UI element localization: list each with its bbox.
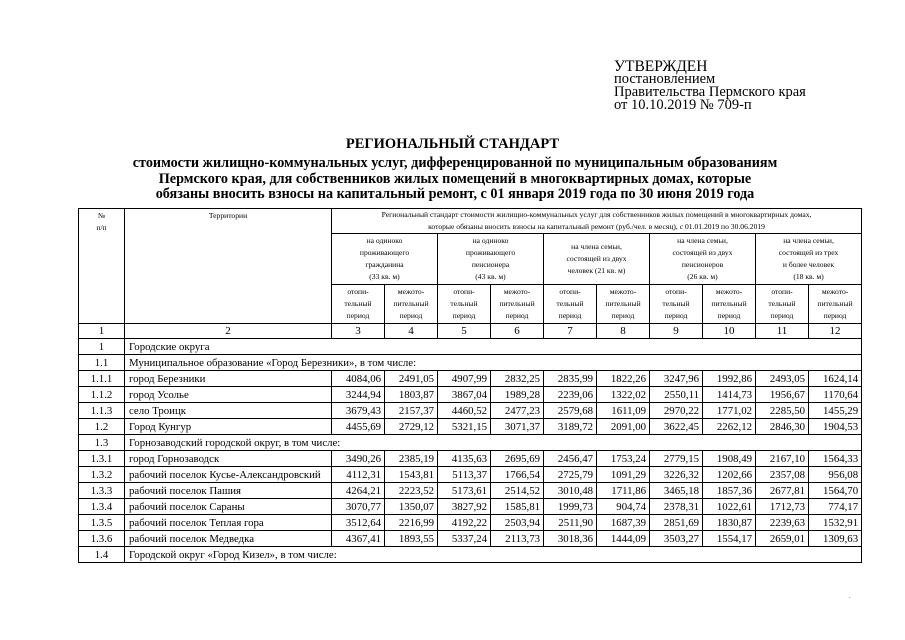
- cost-value: 1202,66: [703, 467, 756, 483]
- cost-value: 2677,81: [756, 483, 809, 499]
- cost-value: 4367,41: [332, 531, 385, 547]
- table-row: [79, 451, 862, 467]
- row-number: 1.3.3: [79, 483, 125, 499]
- header-interheat-period: межото- пительный период: [809, 285, 862, 324]
- cost-value: 1543,81: [385, 467, 438, 483]
- cost-value: 1904,53: [809, 419, 862, 435]
- header-number: № п/п: [79, 209, 125, 324]
- cost-value: 904,74: [597, 499, 650, 515]
- cost-value: 2970,22: [650, 403, 703, 419]
- column-number: 10: [703, 324, 756, 339]
- header-heat-period: отопи- тельный период: [438, 285, 491, 324]
- cost-value: 1532,91: [809, 515, 862, 531]
- table-row: [79, 499, 862, 515]
- cost-value: 5337,24: [438, 531, 491, 547]
- cost-value: 5321,15: [438, 419, 491, 435]
- header-group: на одиноко проживающего пенсионера (43 кв. м): [438, 234, 544, 285]
- header-heat-period: отопи- тельный период: [332, 285, 385, 324]
- cost-value: 2262,12: [703, 419, 756, 435]
- cost-value: 2239,63: [756, 515, 809, 531]
- cost-value: 2579,68: [544, 403, 597, 419]
- table-row: [79, 483, 862, 499]
- cost-value: 1908,49: [703, 451, 756, 467]
- cost-value: 2113,73: [491, 531, 544, 547]
- row-number: 1.3: [79, 435, 125, 451]
- column-number: 11: [756, 324, 809, 339]
- cost-value: 1309,63: [809, 531, 862, 547]
- table-row: [79, 531, 862, 547]
- cost-value: 2659,01: [756, 531, 809, 547]
- territory-name: рабочий поселок Сараны: [125, 499, 332, 515]
- cost-value: 1554,17: [703, 531, 756, 547]
- row-number: 1.2: [79, 419, 125, 435]
- cost-value: 1857,36: [703, 483, 756, 499]
- cost-value: 3018,36: [544, 531, 597, 547]
- cost-value: 3010,48: [544, 483, 597, 499]
- cost-value: 3465,18: [650, 483, 703, 499]
- cost-value: 1803,87: [385, 387, 438, 403]
- cost-value: 2223,52: [385, 483, 438, 499]
- cost-value: 2216,99: [385, 515, 438, 531]
- header-territory: Территории: [125, 209, 332, 324]
- cost-value: 1414,73: [703, 387, 756, 403]
- cost-value: 2725,79: [544, 467, 597, 483]
- cost-value: 1350,07: [385, 499, 438, 515]
- cost-value: 4455,69: [332, 419, 385, 435]
- cost-value: 956,08: [809, 467, 862, 483]
- territory-name: город Горнозаводск: [125, 451, 332, 467]
- territory-name: рабочий поселок Кусье-Александровский: [125, 467, 332, 483]
- cost-value: 3827,92: [438, 499, 491, 515]
- cost-value: 5113,37: [438, 467, 491, 483]
- column-number: 7: [544, 324, 597, 339]
- cost-value: 1624,14: [809, 371, 862, 387]
- cost-value: 2477,23: [491, 403, 544, 419]
- column-number: 9: [650, 324, 703, 339]
- header-standard: Региональный стандарт стоимости жилищно-коммунальных услуг для собственников жилых помещений в многоквартирных домах, которые обязаны вносить взносы на капитальный ремонт (руб./чел. в месяц), с 01.01.2019 по 30.06.2019: [332, 209, 862, 234]
- standard-cost-table: [78, 208, 862, 563]
- column-number: 2: [125, 324, 332, 339]
- cost-value: 3244,94: [332, 387, 385, 403]
- cost-value: 2514,52: [491, 483, 544, 499]
- cost-value: 4907,99: [438, 371, 491, 387]
- cost-value: 3070,77: [332, 499, 385, 515]
- cost-value: 1687,39: [597, 515, 650, 531]
- cost-value: 1564,33: [809, 451, 862, 467]
- column-number: 12: [809, 324, 862, 339]
- cost-value: 3226,32: [650, 467, 703, 483]
- cost-value: 1771,02: [703, 403, 756, 419]
- cost-value: 1766,54: [491, 467, 544, 483]
- row-number: 1.3.5: [79, 515, 125, 531]
- approval-title: УТВЕРЖДЕН: [614, 58, 708, 75]
- cost-value: 1170,64: [809, 387, 862, 403]
- cost-value: 4135,63: [438, 451, 491, 467]
- section-name: Городские округа: [125, 339, 862, 355]
- approval-date: от 10.10.2019 № 709-п: [614, 97, 752, 113]
- cost-value: 2456,47: [544, 451, 597, 467]
- document-subtitle: [60, 156, 850, 203]
- cost-value: 1091,29: [597, 467, 650, 483]
- cost-value: 2835,99: [544, 371, 597, 387]
- subtitle-line: стоимости жилищно-коммунальных услуг, дифференцированной по муниципальным образованиям: [132, 155, 778, 171]
- header-group: на члена семьи, состоящей из трех и более человек (18 кв. м): [756, 234, 862, 285]
- cost-value: 1322,02: [597, 387, 650, 403]
- header-interheat-period: межото- пительный период: [703, 285, 756, 324]
- cost-value: 2511,90: [544, 515, 597, 531]
- territory-name: город Усолье: [125, 387, 332, 403]
- row-number: 1.1.1: [79, 371, 125, 387]
- cost-value: 2491,05: [385, 371, 438, 387]
- cost-value: 4460,52: [438, 403, 491, 419]
- table-row: [79, 435, 862, 451]
- cost-value: 2503,94: [491, 515, 544, 531]
- approval-line: постановлением: [614, 71, 716, 87]
- cost-value: 1444,09: [597, 531, 650, 547]
- territory-name: рабочий поселок Теплая гора: [125, 515, 332, 531]
- row-number: 1.4: [79, 547, 125, 563]
- cost-value: 3622,45: [650, 419, 703, 435]
- table-row: [79, 339, 862, 355]
- column-number: 1: [79, 324, 125, 339]
- table-row: [79, 547, 862, 563]
- cost-value: 1999,73: [544, 499, 597, 515]
- cost-value: 4084,06: [332, 371, 385, 387]
- row-number: 1.3.2: [79, 467, 125, 483]
- cost-value: 2091,00: [597, 419, 650, 435]
- column-number: 5: [438, 324, 491, 339]
- row-number: 1.3.4: [79, 499, 125, 515]
- document-title: РЕГИОНАЛЬНЫЙ СТАНДАРТ: [345, 136, 560, 152]
- cost-value: 1893,55: [385, 531, 438, 547]
- cost-value: 3247,96: [650, 371, 703, 387]
- territory-name: рабочий поселок Пашия: [125, 483, 332, 499]
- section-name: Горнозаводский городской округ, в том числе:: [125, 435, 862, 451]
- header-heat-period: отопи- тельный период: [650, 285, 703, 324]
- cost-value: 1822,26: [597, 371, 650, 387]
- header-heat-period: отопи- тельный период: [756, 285, 809, 324]
- table-row: [79, 419, 862, 435]
- cost-value: 1992,86: [703, 371, 756, 387]
- cost-value: 4192,22: [438, 515, 491, 531]
- header-group: на одиноко проживающего гражданина (33 кв. м): [332, 234, 438, 285]
- section-name: Городской округ «Город Кизел», в том числе:: [125, 547, 862, 563]
- cost-value: 3189,72: [544, 419, 597, 435]
- row-number: 1.1: [79, 355, 125, 371]
- row-number: 1.3.1: [79, 451, 125, 467]
- row-number: 1.3.6: [79, 531, 125, 547]
- header-group: на члена семьи, состоящей из двух человек (21 кв. м): [544, 234, 650, 285]
- header-group: на члена семьи, состоящей из двух пенсионеров (26 кв. м): [650, 234, 756, 285]
- table-row: [79, 467, 862, 483]
- cost-value: 4264,21: [332, 483, 385, 499]
- header-interheat-period: межото- пительный период: [597, 285, 650, 324]
- table-row: [79, 355, 862, 371]
- cost-value: 1585,81: [491, 499, 544, 515]
- table-row: [79, 403, 862, 419]
- approval-line: Правительства Пермского края: [614, 84, 806, 100]
- header-interheat-period: межото- пительный период: [491, 285, 544, 324]
- territory-name: село Троицк: [125, 403, 332, 419]
- cost-value: 3071,37: [491, 419, 544, 435]
- cost-value: 2167,10: [756, 451, 809, 467]
- territory-name: Город Кунгур: [125, 419, 332, 435]
- cost-value: 1753,24: [597, 451, 650, 467]
- subtitle-line: обязаны вносить взносы на капитальный ремонт, с 01 января 2019 года по 30 июня 2019 года: [155, 186, 755, 202]
- cost-value: 1455,29: [809, 403, 862, 419]
- cost-value: 1611,09: [597, 403, 650, 419]
- row-number: 1: [79, 339, 125, 355]
- cost-value: 2378,31: [650, 499, 703, 515]
- cost-value: 3679,43: [332, 403, 385, 419]
- header-heat-period: отопи- тельный период: [544, 285, 597, 324]
- cost-value: 1956,67: [756, 387, 809, 403]
- cost-value: 2285,50: [756, 403, 809, 419]
- column-number: 4: [385, 324, 438, 339]
- table-row: [79, 371, 862, 387]
- cost-value: 2846,30: [756, 419, 809, 435]
- cost-value: 1989,28: [491, 387, 544, 403]
- cost-value: 2832,25: [491, 371, 544, 387]
- row-number: 1.1.3: [79, 403, 125, 419]
- cost-value: 3503,27: [650, 531, 703, 547]
- section-name: Муниципальное образование «Город Березники», в том числе:: [125, 355, 862, 371]
- cost-value: 4112,31: [332, 467, 385, 483]
- approval-stamp: [614, 60, 806, 112]
- cost-value: 1022,61: [703, 499, 756, 515]
- column-number: 3: [332, 324, 385, 339]
- column-number: 6: [491, 324, 544, 339]
- table-row: [79, 515, 862, 531]
- cost-value: 774,17: [809, 499, 862, 515]
- cost-value: 2385,19: [385, 451, 438, 467]
- cost-value: 2493,05: [756, 371, 809, 387]
- cost-value: 2695,69: [491, 451, 544, 467]
- cost-value: 5173,61: [438, 483, 491, 499]
- cost-value: 2779,15: [650, 451, 703, 467]
- table-row: [79, 387, 862, 403]
- header-interheat-period: межото- пительный период: [385, 285, 438, 324]
- cost-value: 1564,70: [809, 483, 862, 499]
- cost-value: 2729,12: [385, 419, 438, 435]
- cost-value: 1712,73: [756, 499, 809, 515]
- cost-value: 3490,26: [332, 451, 385, 467]
- cost-value: 1830,87: [703, 515, 756, 531]
- territory-name: город Березники: [125, 371, 332, 387]
- subtitle-line: Пермского края, для собственников жилых помещений в многоквартирных домах, которые: [158, 170, 752, 187]
- scan-mark: ˙: [848, 596, 852, 607]
- cost-value: 1711,86: [597, 483, 650, 499]
- cost-value: 2851,69: [650, 515, 703, 531]
- row-number: 1.1.2: [79, 387, 125, 403]
- cost-value: 2157,37: [385, 403, 438, 419]
- cost-value: 2550,11: [650, 387, 703, 403]
- cost-value: 2357,08: [756, 467, 809, 483]
- cost-value: 2239,06: [544, 387, 597, 403]
- cost-value: 3512,64: [332, 515, 385, 531]
- territory-name: рабочий поселок Медведка: [125, 531, 332, 547]
- column-number: 8: [597, 324, 650, 339]
- cost-value: 3867,04: [438, 387, 491, 403]
